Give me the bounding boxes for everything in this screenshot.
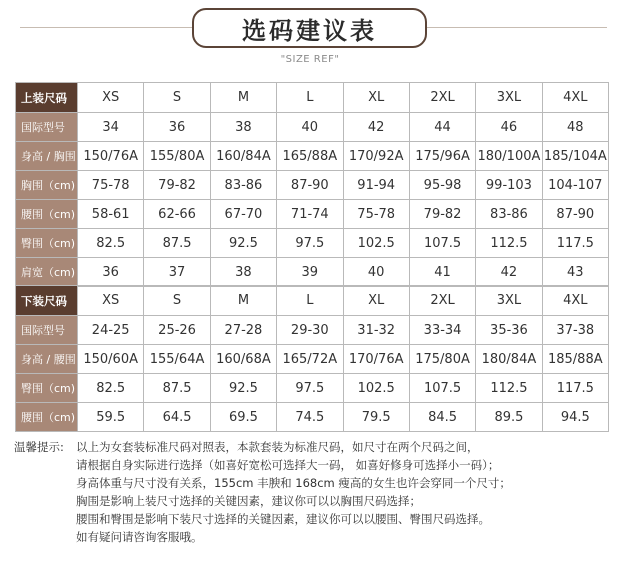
size-header-cell: 2XL [409,83,475,113]
table-cell: 41 [409,258,475,287]
table-cell: 87-90 [542,200,608,229]
table-cell: 185/104A [542,142,608,171]
table-cell: 40 [277,113,343,142]
size-header-cell: XS [78,286,144,316]
tip-row [14,492,614,510]
size-header-cell: XS [78,83,144,113]
table-cell: 29-30 [277,316,343,345]
table-row [16,200,609,229]
table-cell: 69.5 [210,403,276,432]
tips-label: 温馨提示: [14,440,64,454]
table-cell: 37 [144,258,210,287]
size-header-cell: 3XL [476,83,542,113]
row-label: 腰围（cm) [16,403,78,432]
table-cell: 87.5 [144,229,210,258]
size-header-label: 上装尺码 [16,83,78,113]
table-cell: 58-61 [78,200,144,229]
table-cell: 104-107 [542,171,608,200]
bottom-size-table [15,285,609,432]
table-cell: 83-86 [476,200,542,229]
table-row [16,316,609,345]
table-cell: 59.5 [78,403,144,432]
table-cell: 39 [277,258,343,287]
size-header-cell: M [210,286,276,316]
tip-line: 请根据自身实际进行选择（如喜好宽松可选择大一码， 如喜好修身可选择小一码）； [76,458,500,472]
table-cell: 48 [542,113,608,142]
tip-row [14,474,614,492]
table-cell: 165/72A [277,345,343,374]
table-cell: 79-82 [144,171,210,200]
table-cell: 38 [210,113,276,142]
table-row [16,403,609,432]
title-divider-left [20,27,192,28]
table-cell: 43 [542,258,608,287]
tips-section [14,438,614,546]
table-row [16,229,609,258]
table-cell: 25-26 [144,316,210,345]
row-label: 国际型号 [16,316,78,345]
table-cell: 62-66 [144,200,210,229]
table-cell: 24-25 [78,316,144,345]
table-cell: 34 [78,113,144,142]
table-cell: 67-70 [210,200,276,229]
size-header-cell: 2XL [409,286,475,316]
table-cell: 92.5 [210,374,276,403]
table-cell: 107.5 [409,229,475,258]
size-header-cell: L [277,83,343,113]
top-size-table [15,82,609,287]
table-cell: 84.5 [409,403,475,432]
tip-line: 如有疑问请咨询客服哦。 [76,530,203,544]
table-cell: 112.5 [476,229,542,258]
table-cell: 27-28 [210,316,276,345]
size-header-cell: M [210,83,276,113]
table-cell: 102.5 [343,229,409,258]
table-cell: 180/84A [476,345,542,374]
table-cell: 31-32 [343,316,409,345]
tip-row [14,438,614,456]
size-header-cell: S [144,83,210,113]
size-header-cell: 3XL [476,286,542,316]
table-cell: 92.5 [210,229,276,258]
table-cell: 91-94 [343,171,409,200]
table-cell: 89.5 [476,403,542,432]
table-cell: 170/92A [343,142,409,171]
row-label: 胸围（cm) [16,171,78,200]
table-cell: 102.5 [343,374,409,403]
table-cell: 42 [476,258,542,287]
row-label: 肩宽（cm) [16,258,78,287]
table-cell: 155/80A [144,142,210,171]
title-area [0,0,620,72]
table-cell: 33-34 [409,316,475,345]
table-cell: 117.5 [542,374,608,403]
table-row [16,345,609,374]
size-header-row [16,286,609,316]
table-cell: 40 [343,258,409,287]
page-title: 选码建议表 [192,8,427,48]
size-header-cell: S [144,286,210,316]
row-label: 臀围（cm) [16,229,78,258]
table-cell: 99-103 [476,171,542,200]
size-header-cell: L [277,286,343,316]
table-cell: 160/84A [210,142,276,171]
size-header-cell: XL [343,83,409,113]
table-cell: 175/80A [409,345,475,374]
table-cell: 94.5 [542,403,608,432]
table-cell: 82.5 [78,374,144,403]
table-cell: 160/68A [210,345,276,374]
table-cell: 42 [343,113,409,142]
table-cell: 150/76A [78,142,144,171]
table-row [16,374,609,403]
row-label: 身高 / 胸围 [16,142,78,171]
table-cell: 107.5 [409,374,475,403]
table-cell: 95-98 [409,171,475,200]
tip-line: 身高体重与尺寸没有关系，155cm 丰腴和 168cm 瘦高的女生也许会穿同一个尺寸； [76,476,511,490]
table-row [16,258,609,287]
table-cell: 79.5 [343,403,409,432]
table-cell: 64.5 [144,403,210,432]
table-cell: 175/96A [409,142,475,171]
row-label: 国际型号 [16,113,78,142]
table-cell: 46 [476,113,542,142]
size-header-cell: 4XL [542,286,608,316]
table-cell: 74.5 [277,403,343,432]
table-cell: 87-90 [277,171,343,200]
tip-line: 腰围和臀围是影响下装尺寸选择的关键因素，建议你可以以腰围、臀围尺码选择。 [76,512,490,526]
table-cell: 97.5 [277,374,343,403]
size-header-cell: XL [343,286,409,316]
table-cell: 44 [409,113,475,142]
size-header-row [16,83,609,113]
tip-row [14,510,614,528]
table-cell: 36 [78,258,144,287]
size-header-label: 下装尺码 [16,286,78,316]
table-cell: 155/64A [144,345,210,374]
table-cell: 71-74 [277,200,343,229]
row-label: 腰围（cm) [16,200,78,229]
table-cell: 36 [144,113,210,142]
table-cell: 165/88A [277,142,343,171]
table-cell: 38 [210,258,276,287]
table-cell: 170/76A [343,345,409,374]
table-cell: 150/60A [78,345,144,374]
table-row [16,142,609,171]
tip-row [14,456,614,474]
row-label: 臀围（cm) [16,374,78,403]
table-cell: 185/88A [542,345,608,374]
table-cell: 83-86 [210,171,276,200]
title-divider-right [427,27,607,28]
table-cell: 35-36 [476,316,542,345]
table-cell: 75-78 [78,171,144,200]
tip-line: 胸围是影响上装尺寸选择的关键因素，建议你可以以胸围尺码选择； [76,494,421,508]
table-cell: 87.5 [144,374,210,403]
row-label: 身高 / 腰围 [16,345,78,374]
tip-line: 以上为女套装标准尺码对照表，本款套装为标准尺码，如尺寸在两个尺码之间， [76,440,479,454]
table-cell: 97.5 [277,229,343,258]
table-cell: 37-38 [542,316,608,345]
table-row [16,171,609,200]
page-subtitle: "SIZE REF" [280,54,340,65]
table-row [16,113,609,142]
table-cell: 112.5 [476,374,542,403]
tip-row [14,528,614,546]
table-cell: 117.5 [542,229,608,258]
table-cell: 75-78 [343,200,409,229]
size-header-cell: 4XL [542,83,608,113]
table-cell: 82.5 [78,229,144,258]
table-cell: 180/100A [476,142,542,171]
table-cell: 79-82 [409,200,475,229]
